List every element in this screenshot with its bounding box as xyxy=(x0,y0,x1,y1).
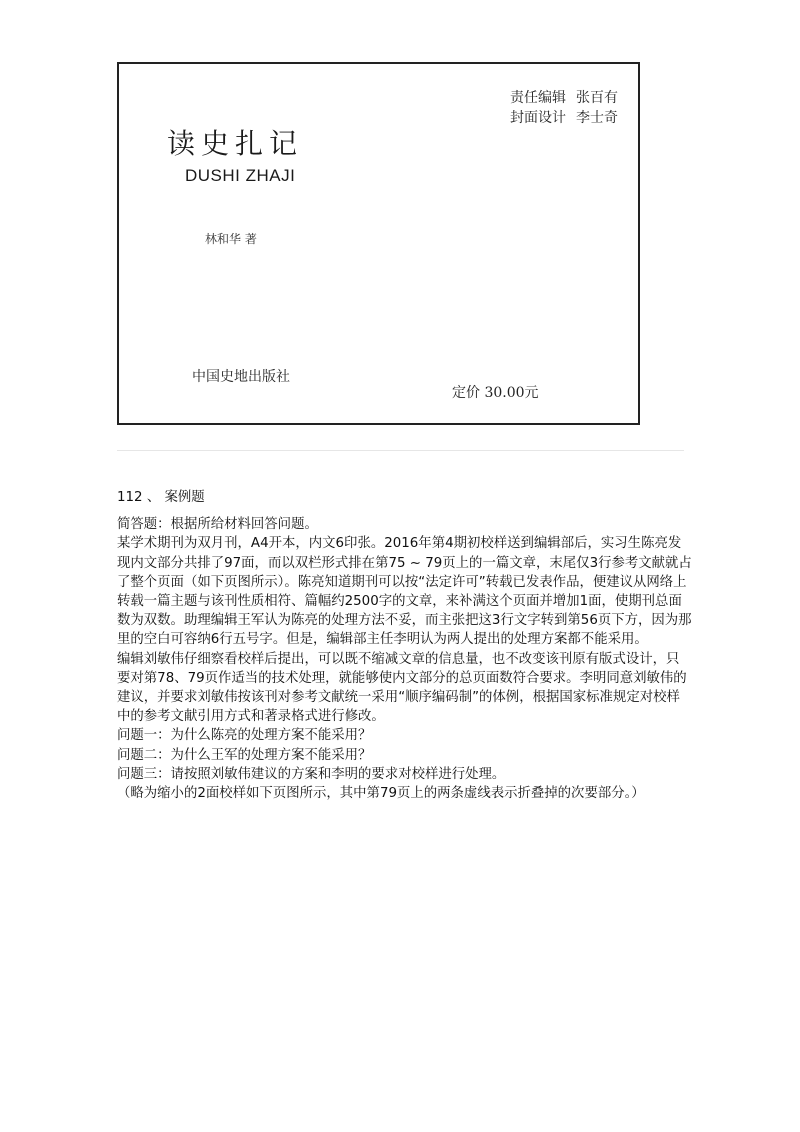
section-divider xyxy=(117,450,684,451)
editor-credit xyxy=(510,88,618,108)
sub-question-2: 问题二：为什么王军的处理方案不能采用？ xyxy=(117,747,372,763)
designer-label: 封面设计 xyxy=(510,110,566,126)
book-publisher: 中国史地出版社 xyxy=(192,369,290,385)
editor-label: 责任编辑 xyxy=(510,90,566,106)
question-header: 112 、 案例题 xyxy=(117,490,205,505)
question-type: 简答题：根据所给材料回答问题。 xyxy=(117,517,318,533)
editor-name: 张百有 xyxy=(576,90,618,106)
designer-credit xyxy=(510,108,618,128)
book-price: 定价 30.00元 xyxy=(452,385,539,401)
sub-question-1: 问题一：为什么陈亮的处理方案不能采用？ xyxy=(117,728,372,744)
figure-note: （略为缩小的2面校样如下页图所示，其中第79页上的两条虚线表示折叠掉的次要部分。） xyxy=(117,786,645,802)
question-paragraph-1: 某学术期刊为双月刊，A4开本，内文6印张。2016年第4期初校样送到编辑部后，实习生陈亮发现内文部分共排了97面，而以双栏形式排在第75 ~ 79页上的一篇文章，末尾仅3行参考文献就占了整个页面（如下页图所示）。陈亮知道期刊可以按“法定许可”转载已发表作品，便建议从网络上转载一篇主题与该刊性质相符、篇幅约2500字的文章，来补满这个页面并增加1面，使期刊总面数为双数。助理编辑王军认为陈亮的处理方法不妥，而主张把这3行文字转到第56页下方，因为那里的空白可容纳6行五号字。但是，编辑部主任李明认为两人提出的处理方案都不能采用。 xyxy=(117,536,692,648)
book-cover-image xyxy=(117,62,640,425)
question-paragraph-2: 编辑刘敏伟仔细察看校样后提出，可以既不缩减文章的信息量，也不改变该刊原有版式设计，只要对第78、79页作适当的技术处理，就能够使内文部分的总页面数符合要求。李明同意刘敏伟的建议，并要求刘敏伟按该刊对参考文献统一采用“顺序编码制”的体例，根据国家标准规定对校样中的参考文献引用方式和著录格式进行修改。 xyxy=(117,651,687,725)
book-author: 林和华 著 xyxy=(205,232,257,246)
case-question xyxy=(117,488,692,803)
book-title-pinyin: DUSHI ZHAJI xyxy=(185,166,296,185)
designer-name: 李士奇 xyxy=(576,110,618,126)
book-title: 读史扎记 xyxy=(167,127,304,160)
editor-credits xyxy=(510,88,618,128)
sub-question-3: 问题三：请按照刘敏伟建议的方案和李明的要求对校样进行处理。 xyxy=(117,766,506,782)
